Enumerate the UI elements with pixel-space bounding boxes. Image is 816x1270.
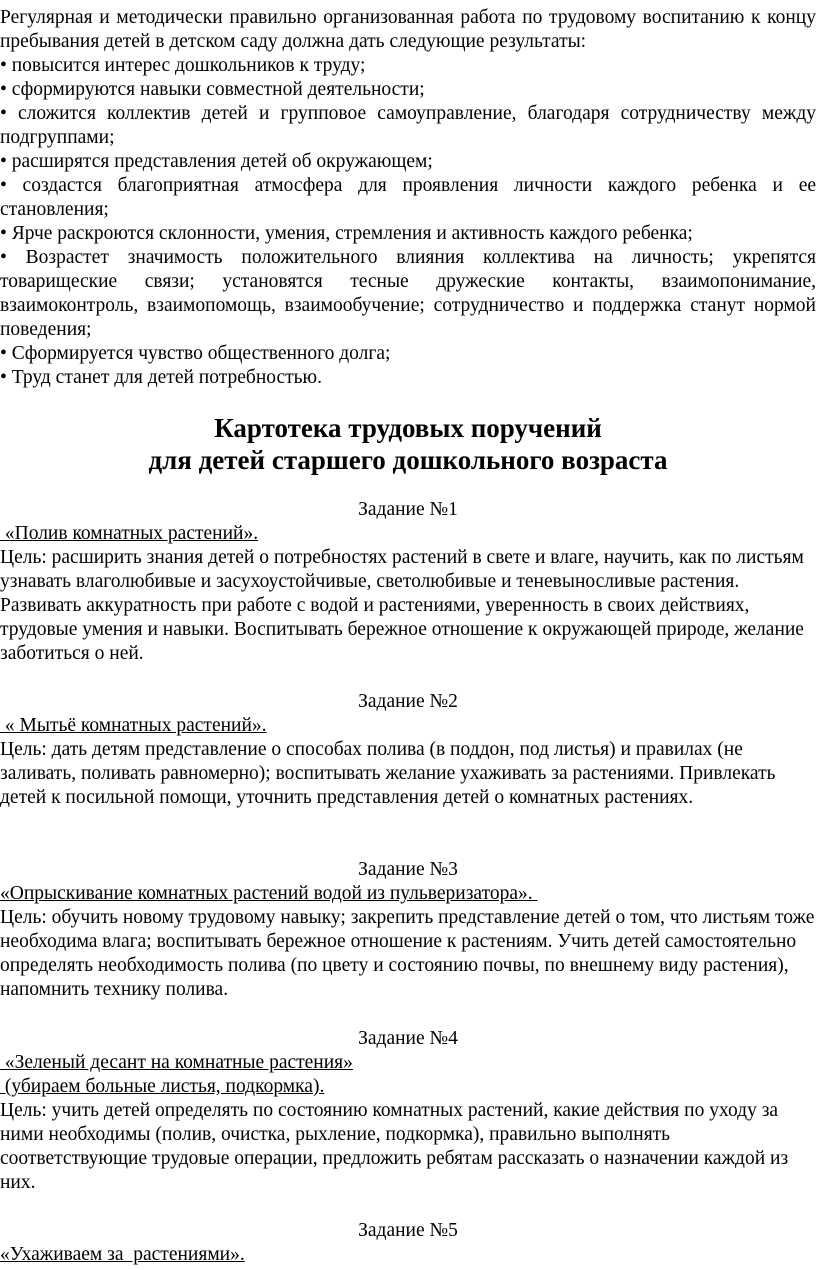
task-number: Задание №3 xyxy=(358,859,458,880)
task-5 xyxy=(0,1219,816,1267)
task-subtitle: (убираем больные листья, подкормка). xyxy=(0,1076,325,1097)
task-title: «Зеленый десант на комнатные растения» xyxy=(0,1052,353,1073)
task-2 xyxy=(0,690,816,810)
task-number: Задание №5 xyxy=(358,1220,458,1241)
task-number: Задание №1 xyxy=(358,499,458,520)
heading-line-1: Картотека трудовых поручений xyxy=(214,413,602,443)
intro-section xyxy=(0,6,816,390)
result-item: • Сформируется чувство общественного долга; xyxy=(0,343,391,364)
task-number: Задание №4 xyxy=(358,1028,458,1049)
result-item: • Ярче раскроются склонности, умения, стремления и активность каждого ребенка; xyxy=(0,223,693,244)
intro-lead: Регулярная и методически правильно организованная работа по трудовому воспитанию к концу пребывания детей в детском саду должна дать следующие результаты: xyxy=(0,7,816,52)
result-item: • создастся благоприятная атмосфера для проявления личности каждого ребенка и ее становления; xyxy=(0,175,816,220)
task-goal: Цель: обучить новому трудовому навыку; закрепить представление детей о том, что листьям тоже необходима влага; воспитывать бережное отношение к растениям. Учить детей самостоятельно определять необходимость полива (по цвету и состоянию почвы, по внешнему виду растения), напомнить технику полива. xyxy=(0,907,815,1000)
task-title: «Полив комнатных растений». xyxy=(0,523,259,544)
task-title: «Ухаживаем за растениями». xyxy=(0,1244,245,1265)
heading-line-2: для детей старшего дошкольного возраста xyxy=(148,445,668,475)
task-number: Задание №2 xyxy=(358,691,458,712)
result-item: • сложится коллектив детей и групповое самоуправление, благодаря сотрудничеству между подгруппами; xyxy=(0,103,816,148)
task-3 xyxy=(0,858,816,1002)
result-item: • расширятся представления детей об окружающем; xyxy=(0,151,433,172)
task-goal: Цель: дать детям представление о способах полива (в поддон, под листья) и правилах (не заливать, поливать равномерно); воспитывать желание ухаживать за растениями. Привлекать детей к посильной помощи, уточнить представления детей о комнатных растениях. xyxy=(0,739,776,808)
task-title: «Опрыскивание комнатных растений водой из пульверизатора». xyxy=(0,883,538,904)
task-goal: Цель: расширить знания детей о потребностях растений в свете и влаге, научить, как по листьям узнавать влаголюбивые и засухоустойчивые, светолюбивые и теневыносливые растения. Развивать аккуратность при работе с водой и растениями, уверенность в своих действиях, трудовые умения и навыки. Воспитывать бережное отношение к окружающей природе, желание заботиться о ней. xyxy=(0,547,804,664)
result-item: • Труд станет для детей потребностью. xyxy=(0,367,322,388)
task-goal: Цель: учить детей определять по состоянию комнатных растений, какие действия по уходу за ними необходимы (полив, очистка, рыхление, подкормка), правильно выполнять соответствующие трудовые операции, предложить ребятам рассказать о назначении каждой из них. xyxy=(0,1100,789,1193)
task-4 xyxy=(0,1027,816,1195)
task-title: « Мытьё комнатных растений». xyxy=(0,715,267,736)
result-item: • Возрастет значимость положительного влияния коллектива на личность; укрепятся товарищеские связи; установятся тесные дружеские контакты, взаимопонимание, взаимоконтроль, взаимопомощь, взаимообучение; сотрудничество и поддержка станут нормой поведения; xyxy=(0,247,816,340)
card-file-heading xyxy=(0,412,816,476)
task-1 xyxy=(0,498,816,666)
result-item: • повысится интерес дошкольников к труду; xyxy=(0,55,366,76)
result-item: • сформируются навыки совместной деятельности; xyxy=(0,79,425,100)
